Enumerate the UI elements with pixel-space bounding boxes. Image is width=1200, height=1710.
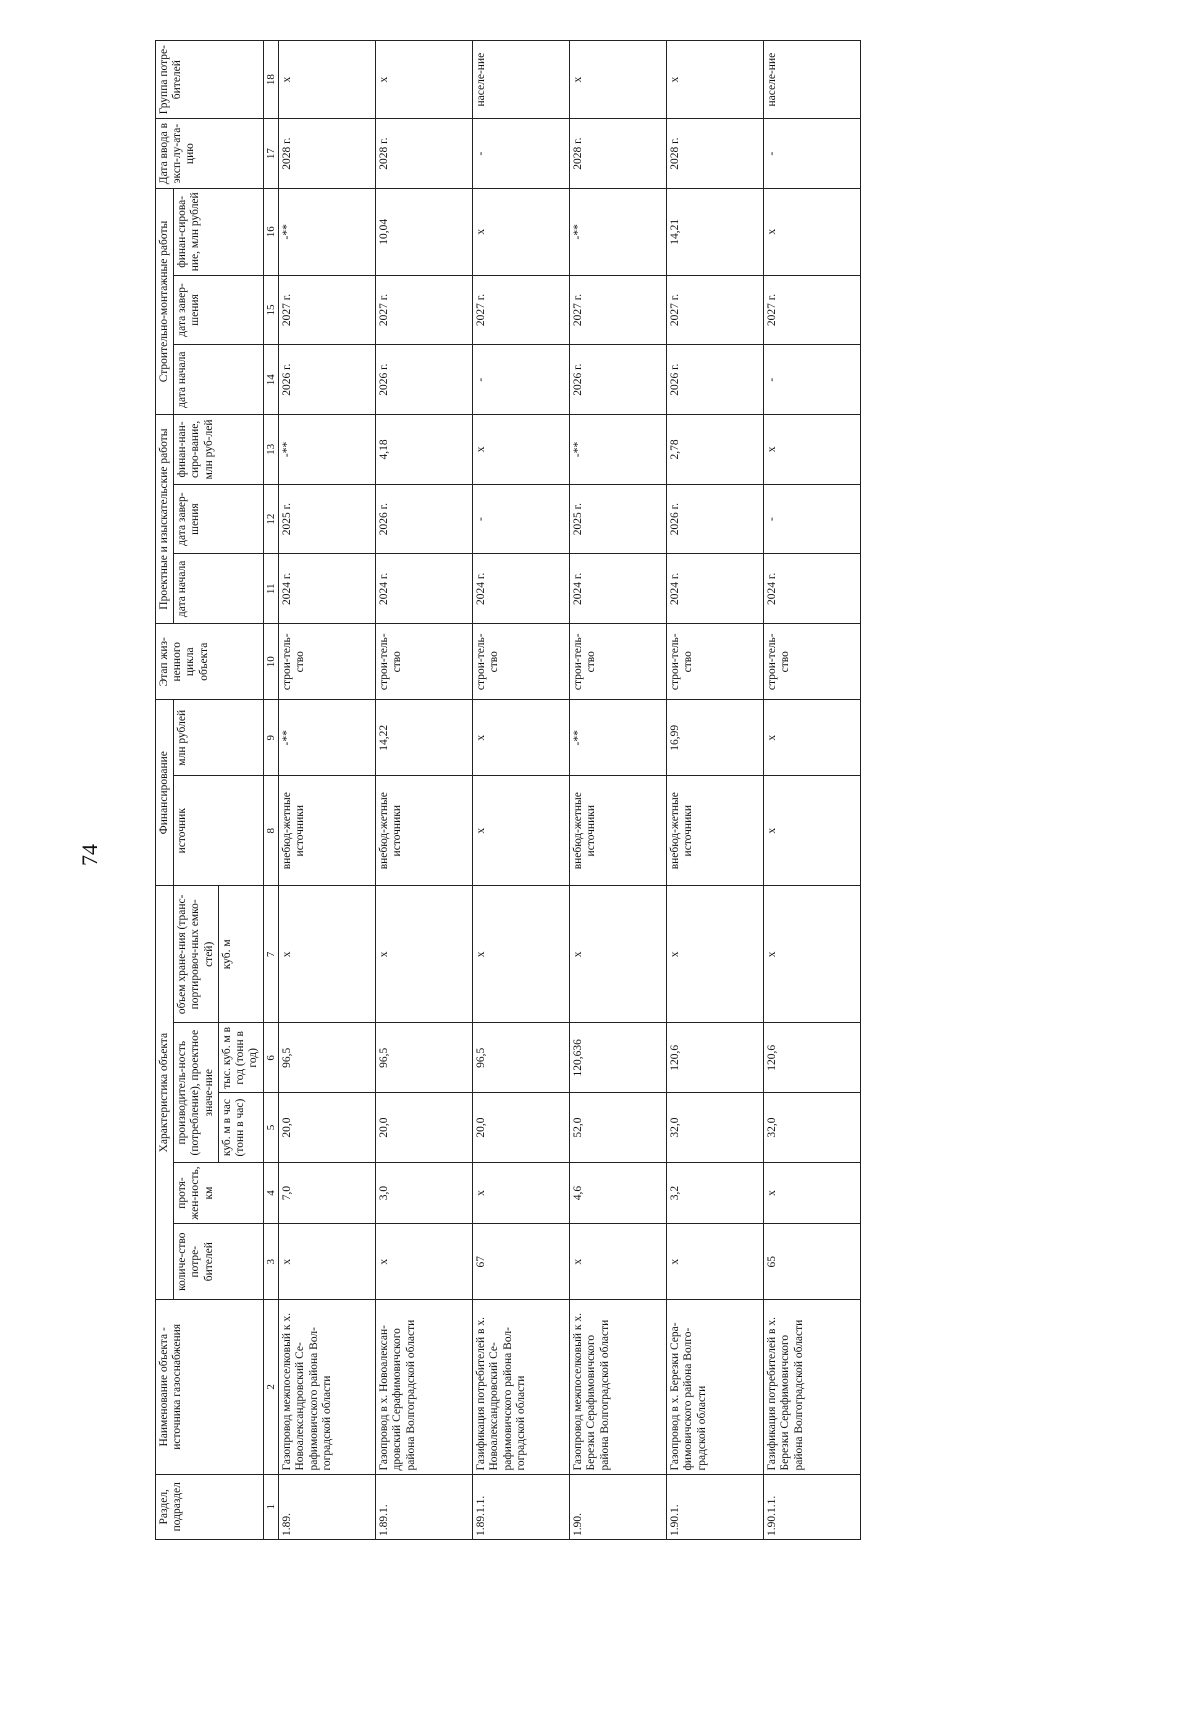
cell-cap-hour: 52,0 — [570, 1093, 667, 1163]
cell-constr-fin: 14,21 — [667, 188, 764, 275]
cell-cap-year: 120,636 — [570, 1023, 667, 1093]
cell-cap-year: 120,6 — [764, 1023, 861, 1093]
column-number: 8 — [263, 776, 279, 886]
table-row — [764, 41, 861, 1540]
table-row — [279, 41, 376, 1540]
cell-constr-start: 2026 г. — [279, 345, 376, 415]
cell-constr-start: 2026 г. — [376, 345, 473, 415]
cell-design-end: 2026 г. — [667, 484, 764, 554]
cell-source: внебюд-жетные источники — [376, 776, 473, 886]
cell-commission: 2028 г. — [376, 119, 473, 189]
cell-design-fin: -** — [570, 415, 667, 485]
header-consumers: количе-ство потре-бителей — [174, 1224, 263, 1300]
cell-stage: строи-тель-ство — [667, 624, 764, 700]
header-storage: объем хране-ния (транс-портировоч-ных емко-стей) — [174, 886, 219, 1023]
cell-source: х — [473, 776, 570, 886]
cell-cap-hour: 20,0 — [473, 1093, 570, 1163]
cell-name: Газопровод межпоселковый к х. Новоалександровский Се-рафимовичского района Вол-гоградской области — [279, 1300, 376, 1474]
header-section: Раздел, подраздел — [156, 1474, 264, 1539]
cell-constr-end: 2027 г. — [279, 275, 376, 345]
cell-id: 1.90.1. — [667, 1474, 764, 1539]
cell-cap-hour: 20,0 — [376, 1093, 473, 1163]
cell-design-start: 2024 г. — [570, 554, 667, 624]
cell-length: 3,2 — [667, 1162, 764, 1223]
header-characteristics: Характеристика объекта — [156, 886, 174, 1300]
cell-name: Газопровод в х. Новоалексан-дровский Серафимовичского района Волгоградской области — [376, 1300, 473, 1474]
column-number: 9 — [263, 700, 279, 776]
cell-consumers: х — [376, 1224, 473, 1300]
header-group: Группа потре-бителей — [156, 41, 264, 119]
column-number: 5 — [263, 1093, 279, 1163]
header-mln: млн рублей — [174, 700, 263, 776]
cell-design-fin: х — [764, 415, 861, 485]
cell-length: 3,0 — [376, 1162, 473, 1223]
cell-constr-end: 2027 г. — [667, 275, 764, 345]
cell-cap-hour: 20,0 — [279, 1093, 376, 1163]
table-body — [279, 41, 861, 1540]
cell-stage: строи-тель-ство — [764, 624, 861, 700]
cell-constr-end: 2027 г. — [764, 275, 861, 345]
cell-constr-fin: х — [473, 188, 570, 275]
header-capacity-year: тыс. куб. м в год (тонн в год) — [218, 1023, 263, 1093]
cell-design-fin: -** — [279, 415, 376, 485]
cell-length: х — [764, 1162, 861, 1223]
cell-design-start: 2024 г. — [376, 554, 473, 624]
table-row — [570, 41, 667, 1540]
column-number: 18 — [263, 41, 279, 119]
cell-id: 1.89. — [279, 1474, 376, 1539]
column-number: 1 — [263, 1474, 279, 1539]
cell-design-start: 2024 г. — [667, 554, 764, 624]
column-number: 6 — [263, 1023, 279, 1093]
cell-cap-hour: 32,0 — [764, 1093, 861, 1163]
cell-design-end: 2026 г. — [376, 484, 473, 554]
cell-source: внебюд-жетные источники — [279, 776, 376, 886]
cell-group: х — [376, 41, 473, 119]
cell-id: 1.90. — [570, 1474, 667, 1539]
page-number: 74 — [77, 844, 102, 866]
table-row — [473, 41, 570, 1540]
cell-mln: х — [473, 700, 570, 776]
cell-group: населе-ние — [764, 41, 861, 119]
header-commission: Дата ввода в эксп-лу-ата-цию — [156, 119, 264, 189]
column-number: 13 — [263, 415, 279, 485]
cell-mln: -** — [570, 700, 667, 776]
column-number: 2 — [263, 1300, 279, 1474]
cell-name: Газопровод в х. Березки Сера-фимовичского района Волго-градской области — [667, 1300, 764, 1474]
cell-commission: - — [764, 119, 861, 189]
cell-mln: 16,99 — [667, 700, 764, 776]
column-number: 7 — [263, 886, 279, 1023]
cell-id: 1.89.1.1. — [473, 1474, 570, 1539]
cell-cap-year: 96,5 — [473, 1023, 570, 1093]
column-number: 12 — [263, 484, 279, 554]
cell-constr-start: - — [473, 345, 570, 415]
cell-constr-start: 2026 г. — [570, 345, 667, 415]
rotated-page — [155, 40, 861, 1540]
cell-design-end: 2025 г. — [279, 484, 376, 554]
cell-constr-fin: -** — [570, 188, 667, 275]
cell-commission: 2028 г. — [279, 119, 376, 189]
cell-commission: 2028 г. — [667, 119, 764, 189]
column-number: 17 — [263, 119, 279, 189]
cell-commission: - — [473, 119, 570, 189]
cell-stage: строи-тель-ство — [473, 624, 570, 700]
table-row — [667, 41, 764, 1540]
cell-storage: х — [473, 886, 570, 1023]
cell-design-fin: 2,78 — [667, 415, 764, 485]
table-row — [376, 41, 473, 1540]
column-numbers-row — [263, 41, 279, 1540]
cell-name: Газопровод межпоселковый к х. Березки Серафимовичского района Волгоградской области — [570, 1300, 667, 1474]
column-number: 10 — [263, 624, 279, 700]
cell-id: 1.89.1. — [376, 1474, 473, 1539]
header-construction: Строительно-монтажные работы — [156, 188, 174, 414]
gas-supply-table — [155, 40, 861, 1540]
cell-design-end: - — [764, 484, 861, 554]
cell-storage: х — [764, 886, 861, 1023]
column-number: 4 — [263, 1162, 279, 1223]
header-length: протя-жен-ность, км — [174, 1162, 263, 1223]
cell-design-start: 2024 г. — [473, 554, 570, 624]
cell-consumers: 65 — [764, 1224, 861, 1300]
cell-id: 1.90.1.1. — [764, 1474, 861, 1539]
cell-consumers: 67 — [473, 1224, 570, 1300]
header-lifecycle: Этап жиз-ненного цикла объекта — [156, 624, 264, 700]
cell-storage: х — [376, 886, 473, 1023]
header-constr-start: дата начала — [174, 345, 263, 415]
cell-mln: -** — [279, 700, 376, 776]
header-design: Проектные и изыскательские работы — [156, 415, 174, 624]
cell-source: внебюд-жетные источники — [570, 776, 667, 886]
cell-storage: х — [279, 886, 376, 1023]
header-capacity-hour: куб. м в час (тонн в час) — [218, 1093, 263, 1163]
header-design-end: дата завер-шения — [174, 484, 263, 554]
cell-stage: строи-тель-ство — [376, 624, 473, 700]
cell-group: населе-ние — [473, 41, 570, 119]
cell-name: Газификация потребителей в х. Новоалександровский Се-рафимовичского района Вол-гоградской области — [473, 1300, 570, 1474]
header-capacity: производитель-ность (потребление), проектное значе-ние — [174, 1023, 219, 1162]
cell-design-start: 2024 г. — [279, 554, 376, 624]
cell-group: х — [667, 41, 764, 119]
column-number: 14 — [263, 345, 279, 415]
header-constr-fin: финан-сирова-ние, млн рублей — [174, 188, 263, 275]
cell-cap-year: 96,5 — [279, 1023, 376, 1093]
cell-length: х — [473, 1162, 570, 1223]
cell-source: х — [764, 776, 861, 886]
cell-storage: х — [570, 886, 667, 1023]
cell-design-end: 2025 г. — [570, 484, 667, 554]
cell-design-end: - — [473, 484, 570, 554]
column-number: 15 — [263, 275, 279, 345]
header-design-start: дата начала — [174, 554, 263, 624]
cell-constr-end: 2027 г. — [473, 275, 570, 345]
cell-group: х — [279, 41, 376, 119]
cell-constr-fin: 10,04 — [376, 188, 473, 275]
header-name: Наименование объекта - источника газоснабжения — [156, 1300, 264, 1474]
cell-cap-year: 120,6 — [667, 1023, 764, 1093]
cell-length: 4,6 — [570, 1162, 667, 1223]
cell-cap-year: 96,5 — [376, 1023, 473, 1093]
column-number: 3 — [263, 1224, 279, 1300]
cell-name: Газификация потребителей в х. Березки Серафимовичского района Волгоградской области — [764, 1300, 861, 1474]
cell-storage: х — [667, 886, 764, 1023]
cell-mln: 14,22 — [376, 700, 473, 776]
cell-mln: х — [764, 700, 861, 776]
cell-constr-end: 2027 г. — [570, 275, 667, 345]
header-source: источник — [174, 776, 263, 886]
cell-constr-fin: х — [764, 188, 861, 275]
header-design-fin: финан-нан-сиро-вание, млн руб-лей — [174, 415, 263, 485]
cell-cap-hour: 32,0 — [667, 1093, 764, 1163]
cell-stage: строи-тель-ство — [279, 624, 376, 700]
cell-consumers: х — [667, 1224, 764, 1300]
cell-source: внебюд-жетные источники — [667, 776, 764, 886]
cell-group: х — [570, 41, 667, 119]
column-number: 16 — [263, 188, 279, 275]
header-storage-unit: куб. м — [218, 886, 263, 1023]
cell-design-fin: х — [473, 415, 570, 485]
cell-stage: строи-тель-ство — [570, 624, 667, 700]
cell-length: 7,0 — [279, 1162, 376, 1223]
cell-constr-start: 2026 г. — [667, 345, 764, 415]
cell-constr-start: - — [764, 345, 861, 415]
cell-consumers: х — [570, 1224, 667, 1300]
cell-commission: 2028 г. — [570, 119, 667, 189]
column-number: 11 — [263, 554, 279, 624]
cell-design-fin: 4,18 — [376, 415, 473, 485]
cell-design-start: 2024 г. — [764, 554, 861, 624]
cell-constr-fin: -** — [279, 188, 376, 275]
header-constr-end: дата завер-шения — [174, 275, 263, 345]
header-financing: Финансирование — [156, 700, 174, 886]
cell-constr-end: 2027 г. — [376, 275, 473, 345]
cell-consumers: х — [279, 1224, 376, 1300]
